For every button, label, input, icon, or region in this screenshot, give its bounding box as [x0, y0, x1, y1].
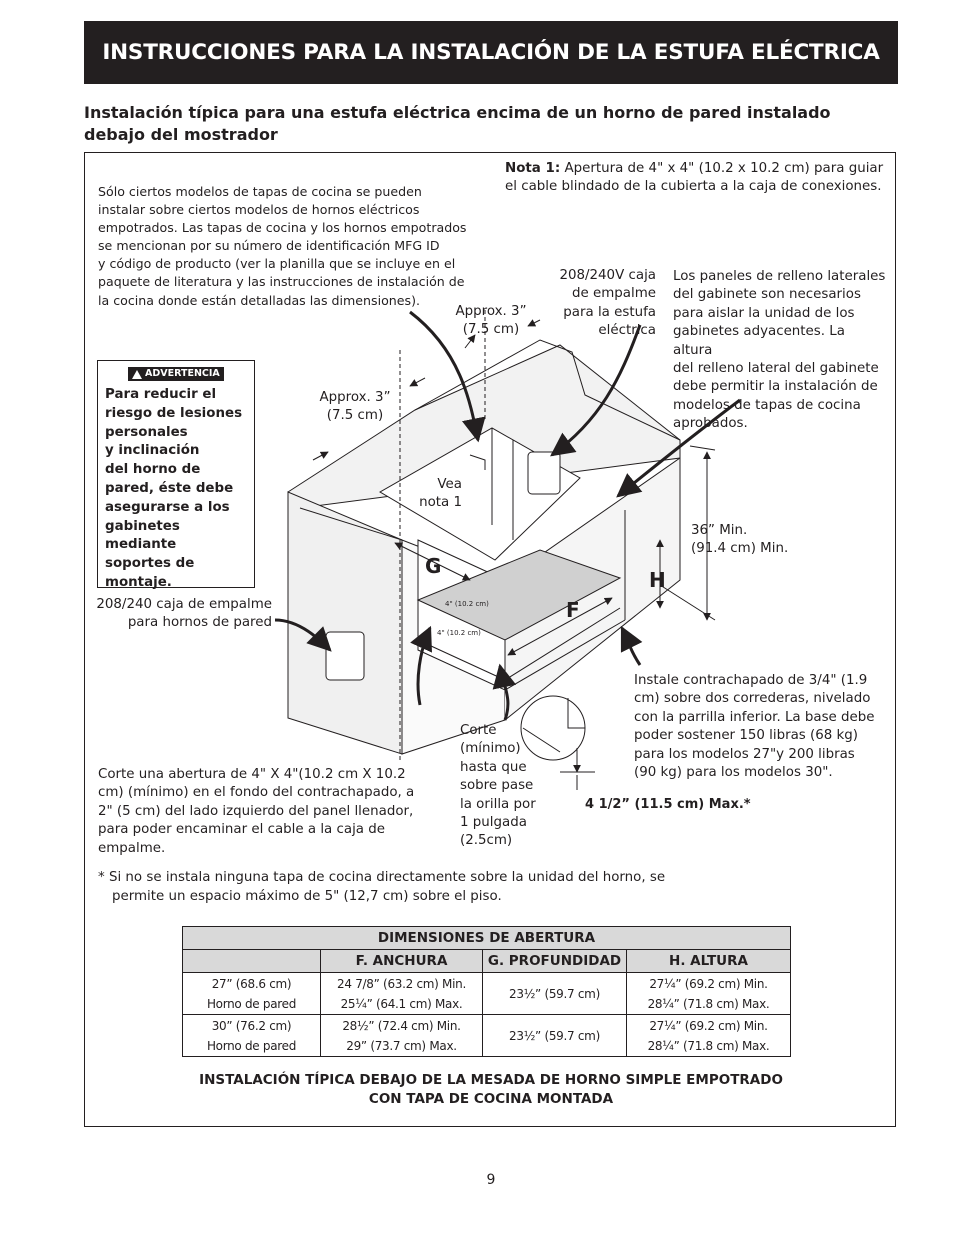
page-number: 9	[486, 1172, 496, 1188]
label-dim-4-top: 4" (10.2 cm)	[445, 600, 489, 608]
table-title: DIMENSIONES DE ABERTURA	[183, 927, 791, 950]
label-dimension-g: G	[425, 554, 442, 578]
warning-triangle-icon	[132, 370, 142, 379]
label-cutout-min: Corte (mínimo) hasta que sobre pase la orilla por 1 pulgada (2.5cm)	[460, 723, 536, 849]
junction-box-cooktop	[528, 452, 560, 494]
label-junction-cooktop: 208/240V caja de empalme para la estufa eléctrica	[559, 268, 656, 339]
label-cut-opening: Corte una abertura de 4" X 4"(10.2 cm X 10.2 cm) (mínimo) en el fondo del contrachapado, a 2" (5 cm) del lado izquierdo del panel llenador, para poder encaminar el cable a la caja de empalme.	[98, 767, 415, 856]
cabinet-left-side	[288, 492, 402, 754]
warning-text: Para reducir el riesgo de lesiones personales y inclinación del horno de pared, éste debe asegurarse a los gabinetes mediante soportes de montaje.	[105, 387, 243, 590]
page-title: INSTRUCCIONES PARA LA INSTALACIÓN DE LA ESTUFA ELÉCTRICA	[102, 40, 880, 65]
figure-caption: INSTALACIÓN TÍPICA DEBAJO DE LA MESADA DE HORNO SIMPLE EMPOTRADO CON TAPA DE COCINA MONTADA	[199, 1072, 783, 1107]
label-approx-left: Approx. 3” (7.5 cm)	[319, 390, 391, 424]
label-min-height: 36” Min. (91.4 cm) Min.	[691, 523, 789, 557]
table-row: 27” (68.6 cm) Horno de pared 24 7/8” (63.2 cm) Min. 25¼” (64.1 cm) Max. 23½” (59.7 cm) 27¼” (69.2 cm) Min. 28¼” (71.8 cm) Max.	[183, 973, 791, 1015]
table-row: 30” (76.2 cm) Horno de pared 28½” (72.4 cm) Min. 29” (73.7 cm) Max. 23½” (59.7 cm) 27¼” (69.2 cm) Min. 28¼” (71.8 cm) Max.	[183, 1015, 791, 1057]
table-header: G. PROFUNDIDAD	[483, 950, 627, 973]
note-1-label: Nota 1:	[505, 161, 561, 176]
label-dim-4-side: 4" (10.2 cm)	[437, 629, 481, 637]
opening-dimensions-table	[182, 926, 791, 1057]
label-side-panels: Los paneles de relleno laterales del gabinete son necesarios para aislar la unidad de los gabinetes adyacentes. La altura del relleno lateral del gabinete debe permitir la instalación de modelos de tapas de cocina aprobados.	[673, 269, 886, 432]
intro-text: Sólo ciertos modelos de tapas de cocina se pueden instalar sobre ciertos modelos de hornos eléctricos empotrados. Las tapas de cocina y los hornos empotrados se mencionan por su número de identificación MFG ID y código de producto (ver la planilla que se incluye en el paquete de literatura y las instrucciones de instalación de la cocina donde están detalladas las dimensiones).	[98, 184, 467, 308]
label-dimension-h: H	[649, 568, 666, 592]
label-dimension-f: F	[566, 598, 580, 622]
note-1: Nota 1: Apertura de 4" x 4" (10.2 x 10.2 cm) para guiar el cable blindado de la cubierta a la caja de conexiones.	[505, 161, 884, 195]
table-header	[183, 950, 321, 973]
table-header: H. ALTURA	[627, 950, 791, 973]
label-max-gap: 4 1/2” (11.5 cm) Max.*	[585, 797, 751, 812]
table-header: F. ANCHURA	[321, 950, 483, 973]
junction-box-oven	[326, 632, 364, 680]
label-junction-oven: 208/240 caja de empalme para hornos de pared	[96, 597, 272, 631]
footnote: * Si no se instala ninguna tapa de cocina directamente sobre la unidad del horno, se permite un espacio máximo de 5" (12,7 cm) sobre el piso.	[98, 870, 666, 904]
warning-box	[97, 360, 255, 588]
label-approx-top: Approx. 3” (7.5 cm)	[455, 304, 527, 338]
section-subtitle: Instalación típica para una estufa eléctrica encima de un horno de pared instalado debajo del mostrador	[84, 103, 831, 144]
label-plywood: Instale contrachapado de 3/4" (1.9 cm) sobre dos correderas, nivelado con la parrilla inferior. La base debe poder sostener 150 libras (68 kg) para los modelos 27"y 200 libras (90 kg) para los modelos 30".	[634, 673, 875, 781]
warning-badge: ADVERTENCIA	[128, 367, 224, 381]
label-vea-nota: Vea nota 1	[419, 477, 462, 511]
